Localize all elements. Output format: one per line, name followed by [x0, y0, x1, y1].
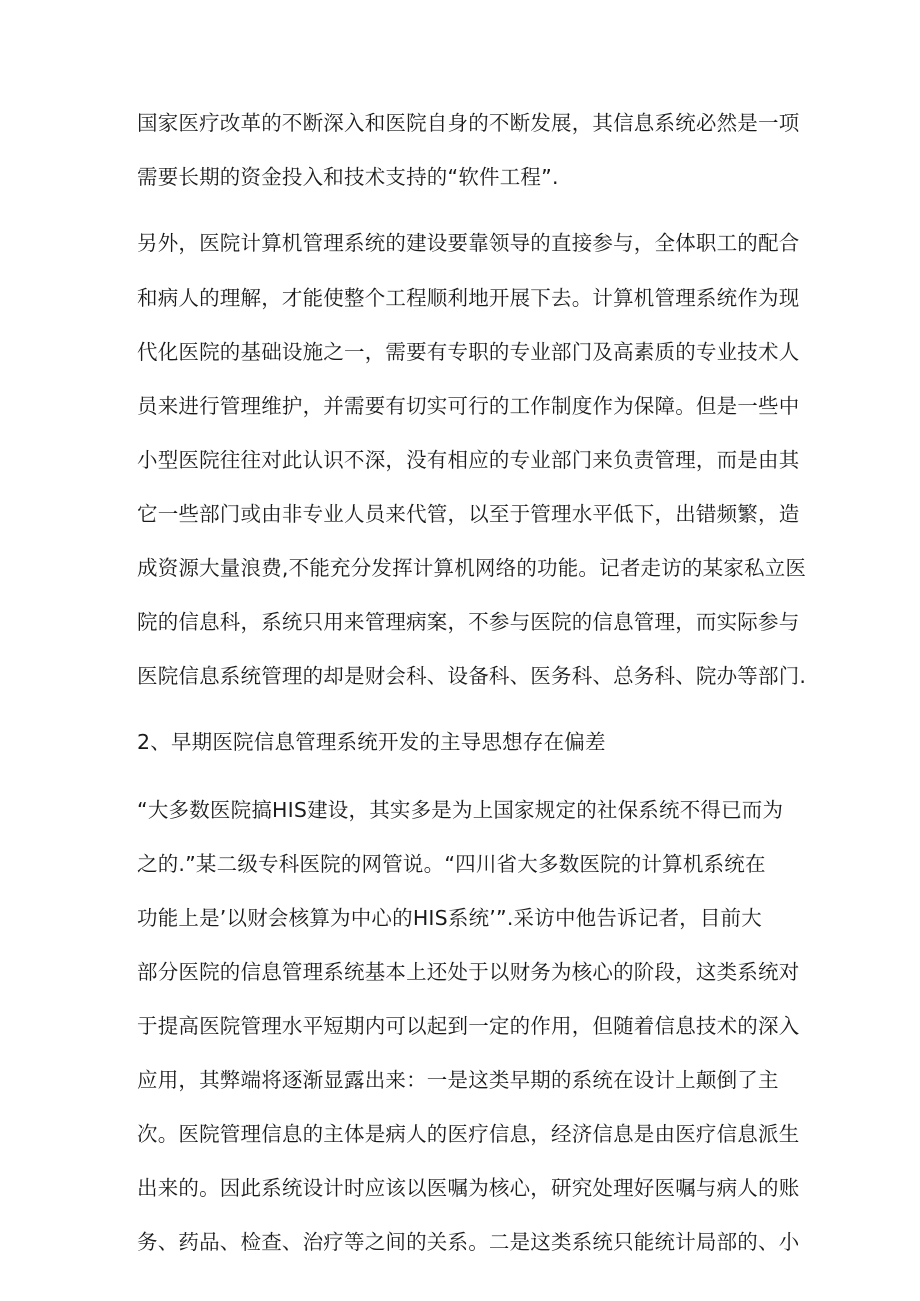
- paragraph-3-line-2: 之的.”某二级专科医院的网管说。“四川省大多数医院的计算机系统在: [137, 852, 766, 876]
- paragraph-2-line-8: 院的信息科，系统只用来管理病案，不参与医院的信息管理，而实际参与: [137, 610, 800, 634]
- paragraph-3-line-3: 功能上是’以财会核算为中心的HIS系统’”.采访中他告诉记者，目前大: [137, 906, 762, 930]
- paragraph-3-line-9: 务、药品、检查、治疗等之间的关系。二是这类系统只能统计局部的、小: [137, 1230, 800, 1254]
- paragraph-3-line-4: 部分医院的信息管理系统基本上还处于以财务为核心的阶段，这类系统对: [137, 960, 800, 984]
- paragraph-2-line-5: 小型医院往往对此认识不深，没有相应的专业部门来负责管理，而是由其: [137, 448, 800, 472]
- section-heading: 2、早期医院信息管理系统开发的主导思想存在偏差: [137, 730, 606, 754]
- paragraph-3-line-6: 应用，其弊端将逐渐显露出来：一是这类早期的系统在设计上颠倒了主: [137, 1068, 779, 1092]
- paragraph-3-line-8: 出来的。因此系统设计时应该以医嘱为核心，研究处理好医嘱与病人的账: [137, 1176, 800, 1200]
- paragraph-1-line-2: 需要长期的资金投入和技术支持的“软件工程”.: [137, 165, 559, 189]
- paragraph-2-line-6: 它一些部门或由非专业人员来代管，以至于管理水平低下，出错频繁，造: [137, 502, 800, 526]
- paragraph-3-line-5: 于提高医院管理水平短期内可以起到一定的作用，但随着信息技术的深入: [137, 1014, 800, 1038]
- paragraph-2-line-1: 另外，医院计算机管理系统的建设要靠领导的直接参与，全体职工的配合: [137, 231, 800, 255]
- paragraph-2-line-3: 代化医院的基础设施之一，需要有专职的专业部门及高素质的专业技术人: [137, 340, 800, 364]
- paragraph-2-line-4: 员来进行管理维护，并需要有切实可行的工作制度作为保障。但是一些中: [137, 394, 800, 418]
- paragraph-1-line-1: 国家医疗改革的不断深入和医院自身的不断发展，其信息系统必然是一项: [137, 111, 800, 135]
- paragraph-2-line-9: 医院信息系统管理的却是财会科、设备科、医务科、总务科、院办等部门.: [137, 664, 807, 688]
- paragraph-3-line-7: 次。医院管理信息的主体是病人的医疗信息，经济信息是由医疗信息派生: [137, 1122, 800, 1146]
- paragraph-2-line-7: 成资源大量浪费,不能充分发挥计算机网络的功能。记者走访的某家私立医: [137, 556, 807, 580]
- paragraph-3-line-1: “大多数医院搞HIS建设，其实多是为上国家规定的社保系统不得已而为: [137, 798, 784, 822]
- paragraph-2-line-2: 和病人的理解，才能使整个工程顺利地开展下去。计算机管理系统作为现: [137, 286, 800, 310]
